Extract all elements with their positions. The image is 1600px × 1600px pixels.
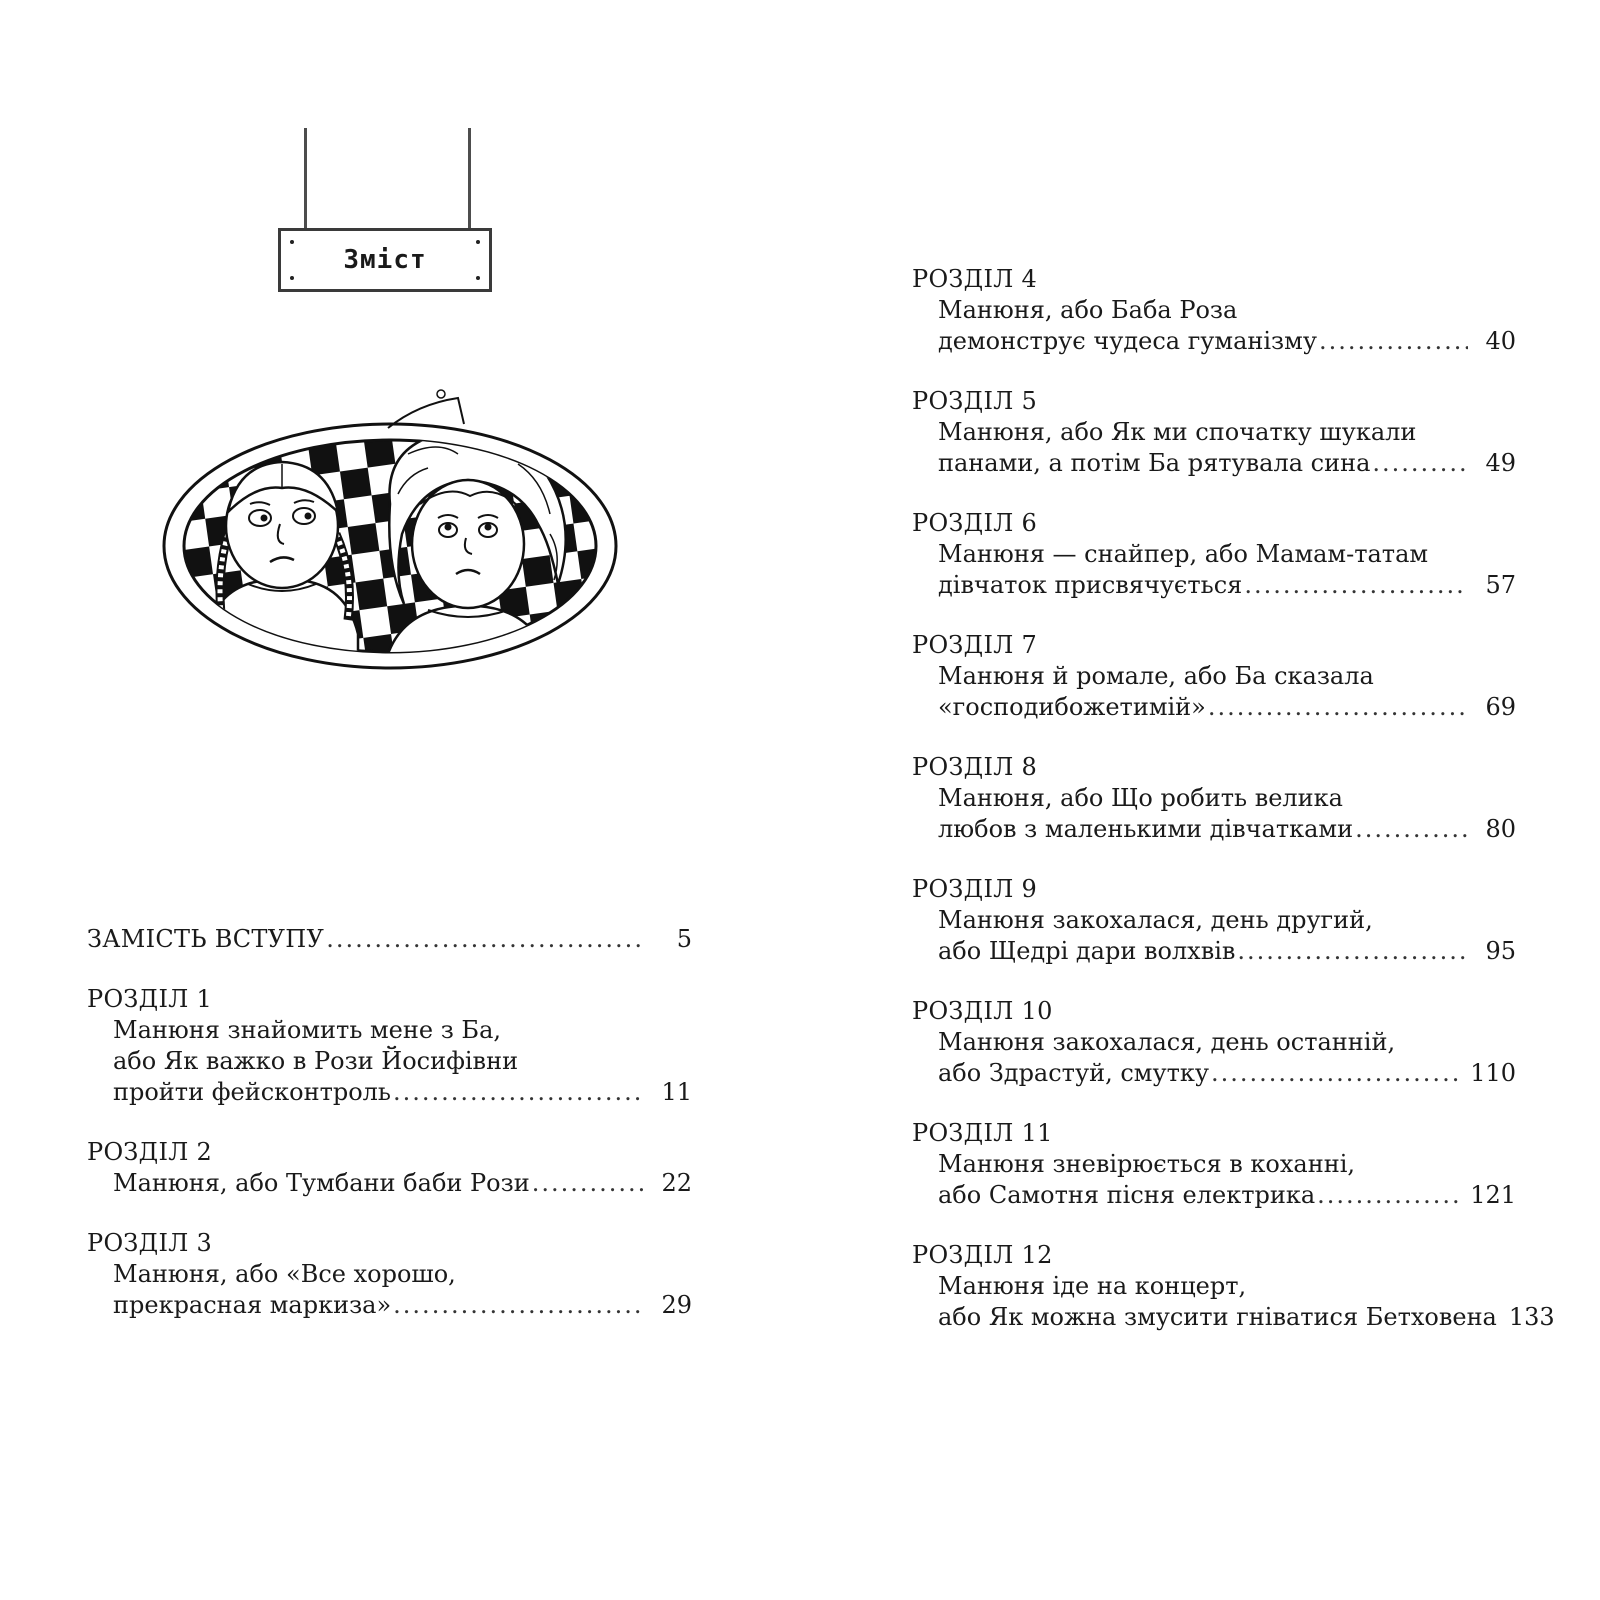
chapter-title-text: Манюня, або Тумбани баби Рози	[113, 1169, 530, 1197]
chapter-title-line: Манюня, або «Все хорошо,	[113, 1260, 456, 1288]
chapter-title-last-line	[912, 448, 1516, 479]
chapter-label: РОЗДІЛ 11	[912, 1119, 1053, 1147]
dot-leader	[1211, 1058, 1460, 1089]
toc-page-number: 22	[661, 1169, 692, 1197]
toc-entry[interactable]	[912, 508, 1516, 601]
chapter-title-line: Манюня закохалася, день другий,	[938, 906, 1373, 934]
chapter-label: РОЗДІЛ 4	[912, 265, 1038, 293]
toc-left-chapters	[87, 984, 692, 1321]
hanging-sign	[278, 128, 502, 296]
dot-leader	[1319, 326, 1468, 357]
chapter-title-line: Манюня іде на концерт,	[938, 1272, 1247, 1300]
toc-entry[interactable]	[912, 874, 1516, 967]
toc-entry[interactable]	[87, 1228, 692, 1321]
chapter-title-text: або Здрастуй, смутку	[938, 1059, 1209, 1087]
chapter-title-last-line	[912, 936, 1516, 967]
chapter-title-last-line	[87, 1168, 692, 1199]
chapter-title-last-line	[912, 814, 1516, 845]
toc-entry[interactable]	[912, 752, 1516, 845]
chapter-title-line: або Як важко в Рози Йосифівни	[113, 1047, 519, 1075]
dot-leader	[1372, 448, 1468, 479]
chapter-title-text: або Щедрі дари волхвів	[938, 937, 1236, 965]
chapter-title-last-line	[912, 692, 1516, 723]
toc-entry[interactable]	[912, 996, 1516, 1089]
toc-entry[interactable]	[912, 264, 1516, 357]
toc-right-column	[912, 264, 1555, 1362]
toc-page-number: 40	[1485, 327, 1516, 355]
toc-page-number: 121	[1470, 1181, 1516, 1209]
toc-entry[interactable]	[912, 630, 1516, 723]
toc-page-number: 49	[1485, 449, 1516, 477]
toc-entry[interactable]	[87, 984, 692, 1108]
toc-page-number: 69	[1485, 693, 1516, 721]
chapter-label: РОЗДІЛ 6	[912, 509, 1038, 537]
chapter-title-last-line	[87, 1290, 692, 1321]
chapter-title-last-line	[87, 1077, 692, 1108]
dot-leader	[393, 1077, 644, 1108]
chapter-title-text: дівчаток присвячується	[938, 571, 1243, 599]
toc-page-number: 80	[1485, 815, 1516, 843]
chapter-title-text: прекрасная маркиза»	[113, 1291, 392, 1319]
toc-entry-intro[interactable]	[87, 924, 692, 955]
chapter-title-line: Манюня закохалася, день останній,	[938, 1028, 1396, 1056]
chapter-title-text: або Як можна змусити гніватися Бетховена	[938, 1303, 1497, 1331]
dot-leader	[1244, 570, 1468, 601]
nail-icon	[290, 276, 294, 280]
nail-icon	[290, 240, 294, 244]
chapter-title-line: Манюня — снайпер, або Мамам-татам	[938, 540, 1429, 568]
chapter-title-line: Манюня знайомить мене з Ба,	[113, 1016, 502, 1044]
chapter-title-text: пройти фейсконтроль	[113, 1078, 391, 1106]
chapter-title-last-line	[912, 1302, 1555, 1333]
chapter-title-last-line	[912, 570, 1516, 601]
chapter-label: РОЗДІЛ 12	[912, 1241, 1053, 1269]
toc-page-number: 29	[661, 1291, 692, 1319]
toc-entry[interactable]	[912, 386, 1516, 479]
toc-entry[interactable]	[912, 1240, 1555, 1333]
chapter-title-text: або Самотня пісня електрика	[938, 1181, 1316, 1209]
chapter-label: РОЗДІЛ 9	[912, 875, 1038, 903]
toc-page-number: 133	[1508, 1303, 1555, 1331]
dot-leader	[532, 1168, 644, 1199]
chapter-label: РОЗДІЛ 3	[87, 1229, 213, 1257]
sign-rope-left	[304, 128, 307, 230]
chapter-title-line: Манюня, або Як ми спочатку шукали	[938, 418, 1417, 446]
dot-leader	[326, 924, 644, 955]
two-girls-mirror-illustration	[158, 384, 628, 694]
page-title: Зміст	[343, 245, 427, 275]
toc-page-number: 11	[661, 1078, 692, 1106]
nail-icon	[476, 240, 480, 244]
dot-leader	[1208, 692, 1468, 723]
toc-right-chapters	[912, 264, 1555, 1333]
chapter-label: РОЗДІЛ 5	[912, 387, 1038, 415]
chapter-title-text: любов з маленькими дівчатками	[938, 815, 1354, 843]
toc-entry[interactable]	[87, 1137, 692, 1199]
chapter-title-line: Манюня, або Що робить велика	[938, 784, 1343, 812]
chapter-title-line: Манюня, або Баба Роза	[938, 296, 1238, 324]
chapter-title-text: демонструє чудеса гуманізму	[938, 327, 1317, 355]
toc-intro-label: ЗАМІСТЬ ВСТУПУ	[87, 925, 325, 953]
chapter-title-last-line	[912, 1058, 1516, 1089]
chapter-title-line: Манюня зневірюється в коханні,	[938, 1150, 1355, 1178]
dot-leader	[1317, 1180, 1460, 1211]
chapter-label: РОЗДІЛ 10	[912, 997, 1053, 1025]
toc-entry[interactable]	[912, 1118, 1516, 1211]
chapter-label: РОЗДІЛ 2	[87, 1138, 213, 1166]
toc-page-number: 95	[1485, 937, 1516, 965]
toc-page-number: 5	[676, 925, 692, 953]
nail-icon	[476, 276, 480, 280]
toc-page-number: 57	[1485, 571, 1516, 599]
chapter-title-text: «господибожетимій»	[938, 693, 1206, 721]
chapter-title-last-line	[912, 326, 1516, 357]
chapter-title-last-line	[912, 1180, 1516, 1211]
chapter-title-line: Манюня й ромале, або Ба сказала	[938, 662, 1374, 690]
chapter-label: РОЗДІЛ 1	[87, 985, 213, 1013]
dot-leader	[1237, 936, 1468, 967]
chapter-label: РОЗДІЛ 7	[912, 631, 1038, 659]
dot-leader	[1355, 814, 1468, 845]
sign-board	[278, 228, 492, 292]
sign-rope-right	[468, 128, 471, 230]
chapter-label: РОЗДІЛ 8	[912, 753, 1038, 781]
dot-leader	[393, 1290, 644, 1321]
toc-page-number: 110	[1470, 1059, 1516, 1087]
toc-left-column	[87, 924, 692, 1350]
chapter-title-text: панами, а потім Ба рятувала сина	[938, 449, 1371, 477]
